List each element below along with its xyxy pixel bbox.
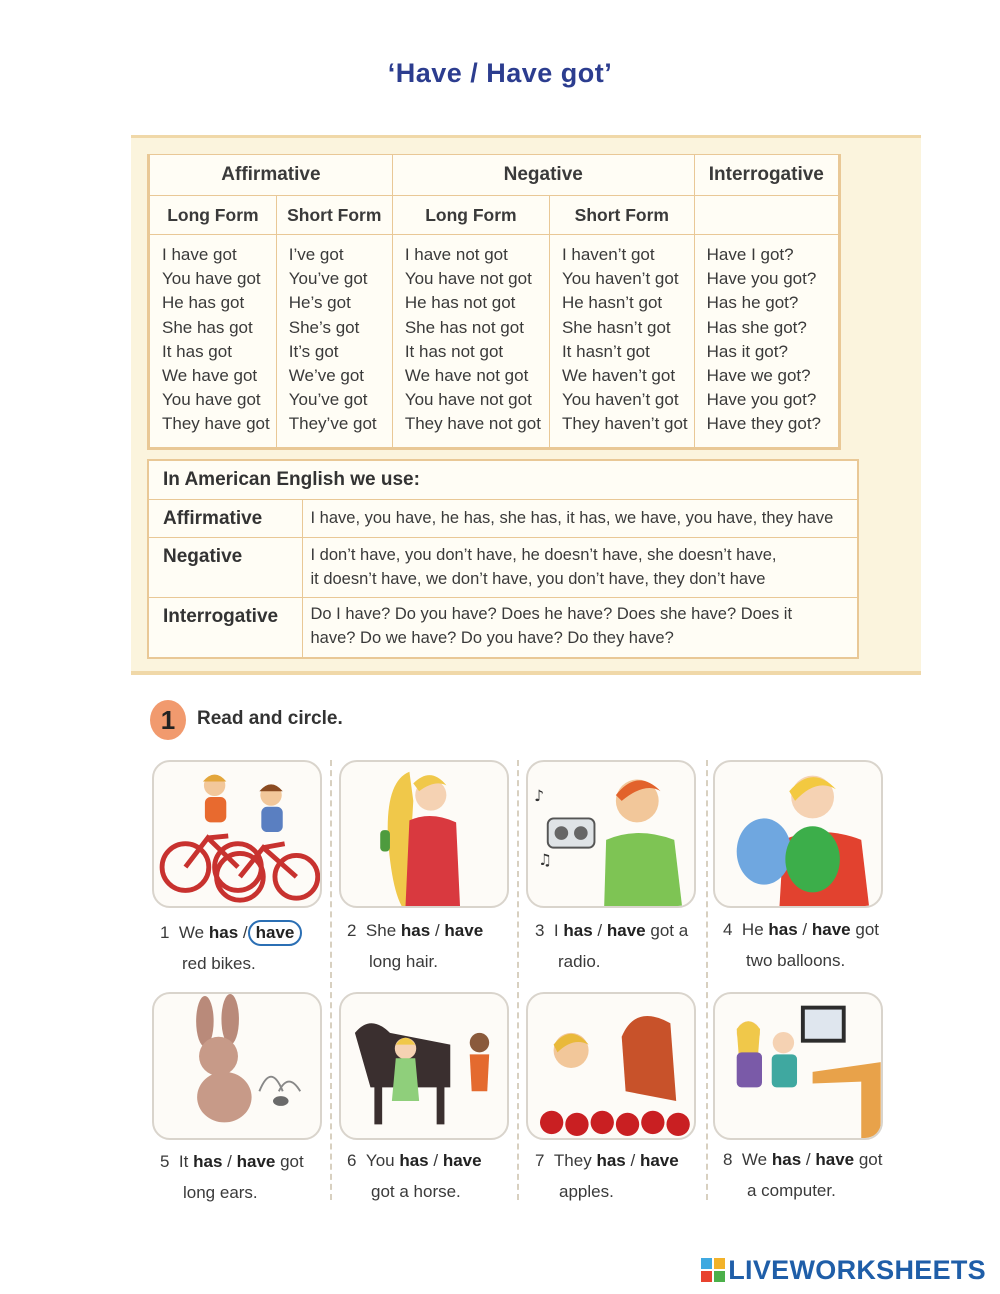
picture-long-hair bbox=[339, 760, 509, 908]
subheader-empty bbox=[694, 196, 839, 235]
form-cell: He hasn’t got bbox=[561, 293, 663, 313]
item-number: 6 bbox=[347, 1151, 357, 1170]
form-cell: Has he got? bbox=[706, 293, 799, 313]
item-7 bbox=[535, 1145, 715, 1207]
american-heading: In American English we use: bbox=[163, 469, 420, 490]
form-cell: You’ve got bbox=[288, 390, 368, 410]
col-interrogative bbox=[694, 235, 839, 449]
col-neg-short bbox=[549, 235, 694, 449]
item-3 bbox=[535, 915, 715, 977]
balloons-illustration bbox=[715, 762, 881, 906]
svg-text:♫: ♫ bbox=[538, 851, 552, 870]
option-have[interactable]: have bbox=[606, 921, 646, 940]
form-cell: Have we got? bbox=[706, 366, 811, 386]
form-cell: I have got bbox=[162, 245, 237, 264]
option-have[interactable]: have bbox=[815, 1150, 855, 1169]
form-cell: You have not got bbox=[404, 269, 532, 289]
row-text-interrogative bbox=[302, 598, 858, 658]
subheader-short-form: Short Form bbox=[549, 196, 694, 235]
form-cell: She has not got bbox=[404, 317, 524, 337]
header-interrogative: Interrogative bbox=[694, 155, 839, 196]
item-1 bbox=[160, 917, 340, 979]
form-cell: You have got bbox=[162, 269, 261, 289]
form-cell: I have not got bbox=[404, 245, 508, 264]
option-separator: / bbox=[227, 1152, 232, 1171]
row-label-affirmative: Affirmative bbox=[148, 500, 302, 538]
apples-illustration bbox=[528, 994, 694, 1138]
form-cell: They’ve got bbox=[288, 414, 377, 434]
form-cell: Have I got? bbox=[706, 245, 794, 264]
row-label-negative: Negative bbox=[148, 538, 302, 598]
form-cell: They have got bbox=[162, 414, 270, 434]
option-has[interactable]: has bbox=[193, 1152, 223, 1171]
liveworksheets-logo-text: LIVEWORKSHEETS bbox=[728, 1255, 986, 1285]
item-line2: got a horse. bbox=[371, 1182, 461, 1201]
grammar-table bbox=[147, 154, 841, 450]
picture-balloons bbox=[713, 760, 883, 908]
item-number: 5 bbox=[160, 1152, 170, 1171]
form-cell: She hasn’t got bbox=[561, 317, 671, 337]
item-subject: They bbox=[553, 1151, 592, 1170]
picture-bikes bbox=[152, 760, 322, 908]
form-cell: I’ve got bbox=[288, 245, 344, 264]
bikes-illustration bbox=[154, 762, 320, 906]
option-separator: / bbox=[630, 1151, 636, 1170]
form-cell: They haven’t got bbox=[561, 414, 688, 434]
row-label-interrogative: Interrogative bbox=[148, 598, 302, 658]
option-separator: / bbox=[805, 1150, 811, 1169]
item-rest: got bbox=[855, 920, 880, 939]
option-have[interactable]: have bbox=[442, 1151, 482, 1170]
item-line2: two balloons. bbox=[746, 951, 846, 970]
option-has[interactable]: has bbox=[596, 1151, 626, 1170]
form-cell: We haven’t got bbox=[561, 366, 676, 386]
item-number: 2 bbox=[347, 921, 357, 940]
item-6 bbox=[347, 1145, 527, 1207]
text-line: I don’t have, you don’t have, he doesn’t have, she doesn’t have, bbox=[310, 545, 777, 564]
option-have[interactable]: have bbox=[811, 920, 851, 939]
form-cell: Has it got? bbox=[706, 341, 788, 361]
american-english-table bbox=[147, 459, 859, 659]
form-cell: We have not got bbox=[404, 366, 529, 386]
option-separator: / bbox=[242, 923, 248, 942]
form-cell: You’ve got bbox=[288, 269, 368, 289]
exercise-instruction: Read and circle. bbox=[197, 708, 343, 729]
option-separator: / bbox=[597, 921, 603, 940]
subheader-short-form: Short Form bbox=[276, 196, 392, 235]
form-cell: I haven’t got bbox=[561, 245, 655, 264]
picture-apples bbox=[526, 992, 696, 1140]
form-cell: He’s got bbox=[288, 293, 351, 313]
form-cell: We’ve got bbox=[288, 366, 365, 386]
picture-rabbit bbox=[152, 992, 322, 1140]
svg-text:♪: ♪ bbox=[534, 786, 545, 805]
item-5 bbox=[160, 1146, 340, 1208]
computer-illustration bbox=[715, 994, 881, 1138]
option-has[interactable]: has bbox=[771, 1150, 802, 1169]
radio-illustration bbox=[528, 762, 694, 906]
item-number: 3 bbox=[535, 921, 545, 940]
picture-horse bbox=[339, 992, 509, 1140]
form-cell: You haven’t got bbox=[561, 390, 679, 410]
form-cell: Have you got? bbox=[706, 269, 817, 289]
item-subject: You bbox=[365, 1151, 395, 1170]
row-text-negative bbox=[302, 538, 858, 598]
page-title: ‘Have / Have got’ bbox=[387, 58, 613, 88]
text-line: it doesn’t have, we don’t have, you don’t have, they don’t have bbox=[310, 569, 766, 588]
item-subject: We bbox=[178, 923, 205, 942]
item-subject: It bbox=[178, 1152, 189, 1171]
item-number: 7 bbox=[535, 1151, 545, 1170]
option-separator: / bbox=[802, 920, 808, 939]
picture-radio bbox=[526, 760, 696, 908]
form-cell: It has not got bbox=[404, 341, 504, 361]
divider bbox=[330, 760, 332, 1200]
form-cell: We have got bbox=[162, 366, 258, 386]
form-cell: Have you got? bbox=[706, 390, 817, 410]
option-have[interactable]: have bbox=[236, 1152, 276, 1171]
form-cell: Have they got? bbox=[706, 414, 822, 434]
option-have[interactable]: have bbox=[444, 921, 484, 940]
picture-computer bbox=[713, 992, 883, 1140]
header-affirmative: Affirmative bbox=[149, 155, 393, 196]
subheader-long-form: Long Form bbox=[392, 196, 549, 235]
option-has[interactable]: has bbox=[208, 923, 239, 942]
option-have-circled[interactable]: have bbox=[248, 920, 303, 946]
item-number: 1 bbox=[160, 923, 170, 942]
item-number: 8 bbox=[723, 1150, 733, 1169]
header-negative: Negative bbox=[392, 155, 694, 196]
item-rest: got bbox=[280, 1152, 304, 1171]
item-number: 4 bbox=[723, 920, 733, 939]
liveworksheets-logo-icon bbox=[701, 1258, 725, 1282]
option-has[interactable]: has bbox=[399, 1151, 429, 1170]
form-cell: They have not got bbox=[404, 414, 541, 434]
option-separator: / bbox=[434, 921, 440, 940]
item-line2: long hair. bbox=[369, 952, 438, 971]
form-cell: It has got bbox=[162, 341, 232, 361]
girl-illustration bbox=[341, 762, 507, 906]
item-line2: red bikes. bbox=[182, 954, 256, 973]
horse-illustration bbox=[341, 994, 507, 1138]
item-rest: got a bbox=[650, 921, 689, 940]
col-aff-long bbox=[149, 235, 277, 449]
form-cell: You haven’t got bbox=[561, 269, 679, 289]
divider bbox=[517, 760, 519, 1200]
form-cell: She’s got bbox=[288, 317, 360, 337]
text-line: Do I have? Do you have? Does he have? Does she have? Does it bbox=[310, 605, 793, 624]
option-has[interactable]: has bbox=[400, 921, 431, 940]
item-subject: He bbox=[741, 920, 764, 939]
form-cell: It’s got bbox=[288, 341, 339, 361]
item-line2: a computer. bbox=[747, 1181, 836, 1200]
form-cell: He has got bbox=[162, 293, 245, 313]
item-subject: We bbox=[741, 1150, 768, 1169]
liveworksheets-logo bbox=[701, 1255, 986, 1286]
text-line: I have, you have, he has, she has, it has, we have, you have, they have bbox=[310, 508, 834, 527]
item-line2: apples. bbox=[559, 1182, 614, 1201]
row-text-affirmative bbox=[302, 500, 858, 538]
form-cell: She has got bbox=[162, 317, 253, 337]
item-subject: She bbox=[365, 921, 397, 940]
item-rest: got bbox=[858, 1150, 883, 1169]
exercise-number-badge: 1 bbox=[150, 700, 186, 740]
col-aff-short bbox=[276, 235, 392, 449]
option-separator: / bbox=[433, 1151, 439, 1170]
item-line2: radio. bbox=[558, 952, 601, 971]
item-subject: I bbox=[553, 921, 559, 940]
divider bbox=[706, 760, 708, 1200]
item-2 bbox=[347, 915, 527, 977]
form-cell: Has she got? bbox=[706, 317, 807, 337]
form-cell: You have not got bbox=[404, 390, 532, 410]
rabbit-illustration bbox=[154, 994, 320, 1138]
option-has[interactable]: has bbox=[768, 920, 798, 939]
form-cell: You have got bbox=[162, 390, 261, 410]
form-cell: He has not got bbox=[404, 293, 516, 313]
col-neg-long bbox=[392, 235, 549, 449]
option-has[interactable]: has bbox=[563, 921, 593, 940]
text-line: have? Do we have? Do you have? Do they have? bbox=[310, 629, 674, 648]
item-line2: long ears. bbox=[183, 1183, 258, 1202]
subheader-long-form: Long Form bbox=[149, 196, 277, 235]
form-cell: It hasn’t got bbox=[561, 341, 650, 361]
item-4 bbox=[723, 914, 903, 976]
item-8 bbox=[723, 1144, 903, 1206]
option-have[interactable]: have bbox=[639, 1151, 679, 1170]
